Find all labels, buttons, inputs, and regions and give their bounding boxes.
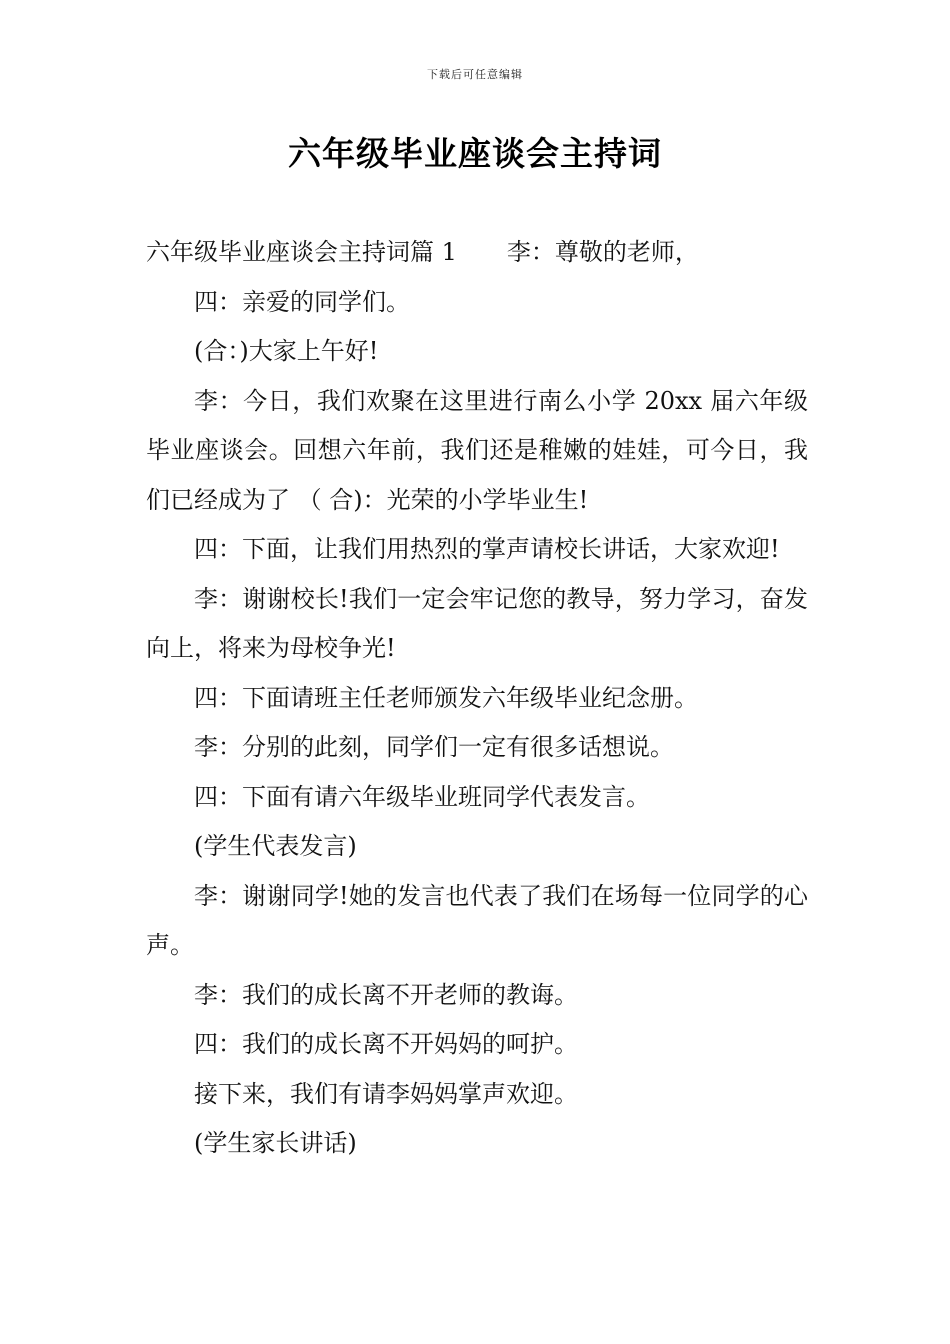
- paragraph: 四：下面有请六年级毕业班同学代表发言。: [194, 782, 650, 811]
- paragraph: 四：亲爱的同学们。: [194, 287, 410, 316]
- paragraph: (学生家长讲话): [194, 1129, 357, 1157]
- document-body: [146, 228, 808, 1169]
- paragraph-first: [146, 228, 808, 278]
- paragraph: 四：下面请班主任老师颁发六年级毕业纪念册。: [194, 683, 698, 712]
- header-note: 下载后可任意编辑: [427, 68, 523, 81]
- paragraph: 李：谢谢同学!她的发言也代表了我们在场每一位同学的心声。: [146, 881, 808, 959]
- paragraph: 接下来，我们有请李妈妈掌声欢迎。: [194, 1079, 578, 1108]
- paragraph: 李：分别的此刻，同学们一定有很多话想说。: [194, 733, 674, 761]
- paragraph: 李：我们的成长离不开老师的教诲。: [194, 980, 578, 1009]
- section-heading-inline: 六年级毕业座谈会主持词篇 1: [146, 238, 457, 266]
- paragraph: (学生代表发言): [194, 832, 357, 860]
- paragraph: 李：谢谢校长!我们一定会牢记您的教导，努力学习，奋发向上，将来为母校争光!: [146, 584, 808, 662]
- paragraph: 李：今日，我们欢聚在这里进行南么小学 20xx 届六年级毕业座谈会。回想六年前，我们还是稚嫩的娃娃，可今日，我们已经成为了 （ 合)：光荣的小学毕业生!: [146, 386, 808, 514]
- paragraph: 四：下面，让我们用热烈的掌声请校长讲话，大家欢迎!: [194, 535, 780, 563]
- paragraph: 四：我们的成长离不开妈妈的呵护。: [194, 1030, 578, 1058]
- page-title: 六年级毕业座谈会主持词: [288, 134, 662, 173]
- paragraph: (合：)大家上午好!: [194, 337, 379, 365]
- paragraph-text: 李：尊敬的老师，: [506, 238, 699, 266]
